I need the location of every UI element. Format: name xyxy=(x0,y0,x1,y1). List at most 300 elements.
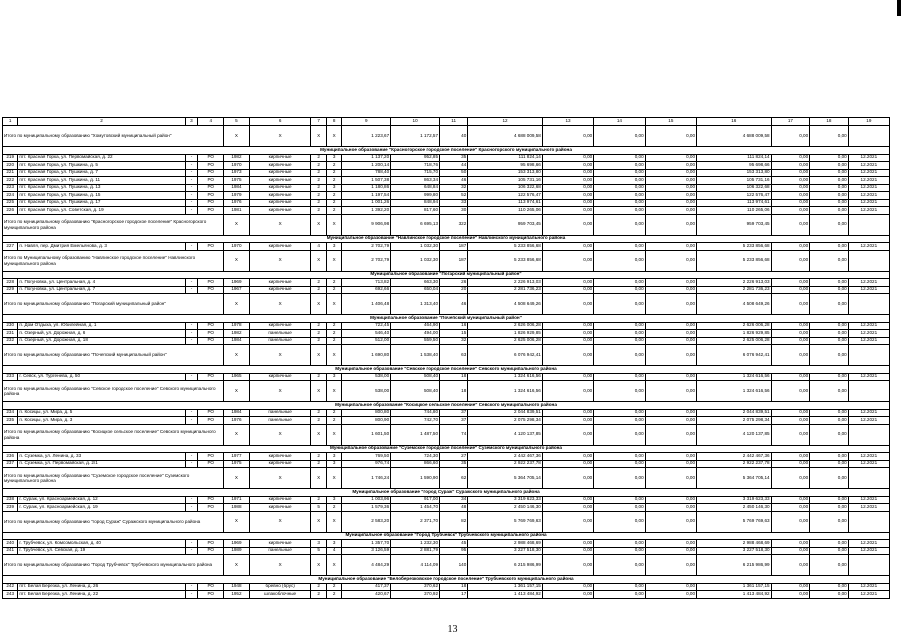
subtotal-cell: 6 215 986,99 xyxy=(468,555,543,576)
table-cell: 0,00 xyxy=(645,409,696,417)
table-cell: 12.2021 xyxy=(848,207,889,215)
subtotal-cell: 9 906,98 xyxy=(342,214,391,235)
table-cell: 0,00 xyxy=(594,199,645,207)
table-cell: 12.2021 xyxy=(848,496,889,504)
column-number: 6 xyxy=(249,118,311,126)
table-cell: 1 032,30 xyxy=(391,243,440,251)
subtotal-label: Итого по муниципальному образованию "Хомутовский муниципальный район" xyxy=(3,126,224,147)
table-cell: 122 576,47 xyxy=(468,192,543,200)
table-cell: - xyxy=(185,177,198,185)
section-header-row xyxy=(3,489,890,497)
subtotal-cell: X xyxy=(224,468,250,489)
table-cell: 105 731,16 xyxy=(468,177,543,185)
table-cell: 234 xyxy=(3,409,18,417)
table-cell: 2 xyxy=(311,322,326,330)
table-cell: 2 xyxy=(311,162,326,170)
table-row xyxy=(3,591,890,599)
column-number: 8 xyxy=(326,118,341,126)
table-row xyxy=(3,192,890,200)
table-cell: 0,00 xyxy=(810,199,849,207)
table-cell: 370,62 xyxy=(391,583,440,591)
subtotal-cell: 140 xyxy=(440,555,468,576)
table-cell: 46 xyxy=(440,177,468,185)
table-cell: РО xyxy=(198,504,224,512)
table-cell: 5 233 856,68 xyxy=(697,243,772,251)
subtotal-cell: 0,00 xyxy=(594,381,645,402)
column-number: 15 xyxy=(645,118,696,126)
table-cell: 12.2021 xyxy=(848,453,889,461)
subtotal-cell: 4 484,29 xyxy=(342,555,391,576)
table-cell: 3 xyxy=(326,373,341,381)
column-number: 12 xyxy=(468,118,543,126)
subtotal-cell: 0,00 xyxy=(542,424,593,445)
table-cell: 3 xyxy=(326,496,341,504)
table-cell: 2 xyxy=(311,177,326,185)
subtotal-cell: 0,00 xyxy=(594,294,645,315)
subtotal-cell: 1 324 616,56 xyxy=(468,381,543,402)
subtotal-label: Итого по Муниципальному образованию "Навлинское городское поселение" Навлинского муниципального района xyxy=(3,250,224,271)
subtotal-cell: 0,00 xyxy=(810,424,849,445)
table-cell: панельные xyxy=(249,547,311,555)
table-cell: 0,00 xyxy=(645,547,696,555)
address-cell: г. Сураж, ул. Красноармейская, д. 12 xyxy=(18,496,185,504)
table-cell: 1988 xyxy=(224,504,250,512)
table-cell: 18 xyxy=(440,583,468,591)
column-number: 17 xyxy=(771,118,810,126)
table-cell: 2 626 006,28 xyxy=(697,322,772,330)
subtotal-cell: X xyxy=(311,294,326,315)
subtotal-cell: 0,00 xyxy=(542,468,593,489)
column-number: 9 xyxy=(342,118,391,126)
subtotal-cell: 6 215 986,99 xyxy=(697,555,772,576)
subtotal-cell: X xyxy=(224,126,250,147)
table-cell: 231 xyxy=(3,330,18,338)
table-cell: - xyxy=(185,409,198,417)
address-cell: пгт. Красная Горка, ул. Пушкина, д. 17 xyxy=(18,199,185,207)
column-number: 7 xyxy=(311,118,326,126)
table-cell: 0,00 xyxy=(594,207,645,215)
table-cell: 0,00 xyxy=(771,199,810,207)
table-cell: 0,00 xyxy=(594,243,645,251)
subtotal-cell: 0,00 xyxy=(771,424,810,445)
table-cell: 2 xyxy=(311,337,326,345)
table-cell: 0,00 xyxy=(542,547,593,555)
subtotal-cell: X xyxy=(224,214,250,235)
table-cell: 0,00 xyxy=(594,154,645,162)
table-cell: 559,50 xyxy=(391,337,440,345)
subtotal-cell: 0,00 xyxy=(542,511,593,532)
subtotal-row xyxy=(3,381,890,402)
table-row xyxy=(3,154,890,162)
table-row xyxy=(3,207,890,215)
table-cell: 0,00 xyxy=(542,199,593,207)
table-cell: кирпичные xyxy=(249,460,311,468)
table-cell: 0,00 xyxy=(771,162,810,170)
table-cell: 33 xyxy=(440,199,468,207)
table-cell: 0,00 xyxy=(542,154,593,162)
subtotal-cell: 0,00 xyxy=(645,214,696,235)
column-number: 4 xyxy=(198,118,224,126)
table-cell: 2 xyxy=(311,417,326,425)
table-cell: 0,00 xyxy=(645,540,696,548)
table-cell: 12.2021 xyxy=(848,169,889,177)
table-cell: 0,00 xyxy=(771,460,810,468)
subtotal-cell: X xyxy=(311,424,326,445)
table-cell: 229 xyxy=(3,286,18,294)
table-cell: 715,70 xyxy=(391,169,440,177)
subtotal-cell: X xyxy=(326,555,341,576)
subtotal-cell: 0,00 xyxy=(810,126,849,147)
subtotal-cell xyxy=(848,214,889,235)
section-header-row xyxy=(3,147,890,155)
table-row xyxy=(3,322,890,330)
table-cell: 219 xyxy=(3,154,18,162)
table-cell: РО xyxy=(198,199,224,207)
subtotal-cell: X xyxy=(224,424,250,445)
table-cell: - xyxy=(185,337,198,345)
table-row xyxy=(3,417,890,425)
subtotal-cell: 4 120 137,85 xyxy=(697,424,772,445)
table-cell: 1 357,70 xyxy=(342,540,391,548)
subtotal-label: Итого по муниципальному образованию "Почепский муниципальный район" xyxy=(3,345,224,366)
column-number: 19 xyxy=(848,118,889,126)
table-cell: 0,00 xyxy=(771,169,810,177)
table-cell: 1984 xyxy=(224,184,250,192)
table-cell: 0,00 xyxy=(810,547,849,555)
address-cell: пгт. Красная Горка, ул. Пушкина, д. 15 xyxy=(18,192,185,200)
table-cell: РО xyxy=(198,409,224,417)
table-cell: 50 xyxy=(440,169,468,177)
subtotal-cell: X xyxy=(249,381,311,402)
table-cell: 0,00 xyxy=(542,583,593,591)
address-cell: п. Дом Отдыха, ул. Юбилейная, д. 1 xyxy=(18,322,185,330)
section-title: Муниципальное образование "Навлинское городское поселение" Навлинского муниципального района xyxy=(3,235,890,243)
table-cell: 0,00 xyxy=(645,207,696,215)
table-cell: 0,00 xyxy=(810,279,849,287)
table-cell: РО xyxy=(198,337,224,345)
subtotal-cell xyxy=(848,345,889,366)
table-cell: 0,00 xyxy=(594,496,645,504)
table-cell: 0,00 xyxy=(771,547,810,555)
table-cell: 0,00 xyxy=(810,591,849,599)
table-cell: 224 xyxy=(3,192,18,200)
table-cell: 0,00 xyxy=(645,453,696,461)
subtotal-cell: 0,00 xyxy=(645,345,696,366)
table-cell: 2 xyxy=(311,184,326,192)
subtotal-cell: 538,00 xyxy=(342,381,391,402)
subtotal-cell: 1 487,50 xyxy=(391,424,440,445)
address-cell: п. Косицы, ул. Мира, д. 5 xyxy=(18,409,185,417)
table-cell: 106 322,68 xyxy=(697,184,772,192)
table-cell: 35 xyxy=(440,460,468,468)
table-cell: 0,00 xyxy=(810,504,849,512)
column-number: 16 xyxy=(697,118,772,126)
subtotal-cell: X xyxy=(249,511,311,532)
subtotal-cell: 0,00 xyxy=(645,468,696,489)
subtotal-label: Итого по муниципальному образованию "Красногорское городское поселение" Красногорского муниципального района xyxy=(3,214,224,235)
table-cell: 2 450 146,30 xyxy=(697,504,772,512)
table-cell: РО xyxy=(198,184,224,192)
table-cell: 0,00 xyxy=(645,591,696,599)
table-cell: панельные xyxy=(249,337,311,345)
table-cell: 12.2021 xyxy=(848,286,889,294)
table-cell: 1979 xyxy=(224,192,250,200)
table-row xyxy=(3,504,890,512)
table-cell: 2 xyxy=(326,330,341,338)
table-cell: 2 xyxy=(311,453,326,461)
section-title: Муниципальное образование "Погарский муниципальный район" xyxy=(3,271,890,279)
table-row xyxy=(3,453,890,461)
table-cell: 863,34 xyxy=(391,177,440,185)
subtotal-cell: 5 364 705,14 xyxy=(697,468,772,489)
subtotal-cell: 1 406,48 xyxy=(342,294,391,315)
table-cell: кирпичные xyxy=(249,504,311,512)
subtotal-cell xyxy=(848,511,889,532)
table-cell: 0,00 xyxy=(771,286,810,294)
subtotal-cell: 1 223,67 xyxy=(342,126,391,147)
table-cell: 0,00 xyxy=(810,286,849,294)
table-cell: 2 988 468,69 xyxy=(697,540,772,548)
table-cell: 2 281 736,23 xyxy=(697,286,772,294)
table-cell: 2 xyxy=(326,207,341,215)
table-cell: 0,00 xyxy=(542,453,593,461)
table-cell: - xyxy=(185,330,198,338)
table-cell: 788,40 xyxy=(342,169,391,177)
table-cell: 1984 xyxy=(224,409,250,417)
subtotal-cell: X xyxy=(224,555,250,576)
table-row xyxy=(3,330,890,338)
table-cell: 1 003,96 xyxy=(342,496,391,504)
table-row xyxy=(3,583,890,591)
table-row xyxy=(3,286,890,294)
table-cell: 2 xyxy=(326,504,341,512)
table-cell: 1969 xyxy=(224,540,250,548)
subtotal-cell: X xyxy=(311,345,326,366)
table-cell: 3 xyxy=(326,540,341,548)
table-cell: 223 xyxy=(3,184,18,192)
table-cell: 0,00 xyxy=(645,373,696,381)
subtotal-cell: 0,00 xyxy=(771,345,810,366)
subtotal-cell: 959 703,45 xyxy=(468,214,543,235)
table-cell: - xyxy=(185,286,198,294)
table-cell: 538,00 xyxy=(342,373,391,381)
subtotal-cell: 5 233 856,68 xyxy=(468,250,543,271)
table-cell: 0,00 xyxy=(810,409,849,417)
table-cell: 12.2021 xyxy=(848,243,889,251)
subtotal-cell: X xyxy=(249,468,311,489)
table-cell: 3 xyxy=(326,243,341,251)
table-cell: 3 xyxy=(326,460,341,468)
table-cell: 20 xyxy=(440,286,468,294)
table-cell: 0,00 xyxy=(771,496,810,504)
table-cell: - xyxy=(185,162,198,170)
table-cell: 2 922 237,78 xyxy=(697,460,772,468)
table-cell: 0,00 xyxy=(771,540,810,548)
subtotal-cell: X xyxy=(249,294,311,315)
table-cell: 724,30 xyxy=(391,453,440,461)
table-cell: 12.2021 xyxy=(848,373,889,381)
subtotal-cell: X xyxy=(326,214,341,235)
table-cell: 2 xyxy=(326,322,341,330)
table-cell: 0,00 xyxy=(771,504,810,512)
table-cell: - xyxy=(185,154,198,162)
table-cell: 0,00 xyxy=(542,286,593,294)
table-cell: 2 xyxy=(326,279,341,287)
section-header-row xyxy=(3,532,890,540)
table-cell: 1 392,20 xyxy=(342,207,391,215)
table-cell: 30 xyxy=(440,207,468,215)
table-cell: 2 044 839,51 xyxy=(468,409,543,417)
table-cell: 0,00 xyxy=(542,540,593,548)
subtotal-cell: X xyxy=(249,345,311,366)
table-cell: 153 313,80 xyxy=(468,169,543,177)
table-cell: 222 xyxy=(3,177,18,185)
subtotal-cell: 0,00 xyxy=(810,214,849,235)
table-cell: 0,00 xyxy=(645,496,696,504)
table-cell: 242 xyxy=(3,583,18,591)
subtotal-cell: 0,00 xyxy=(594,345,645,366)
table-cell: 1 413 484,92 xyxy=(697,591,772,599)
subtotal-cell: X xyxy=(224,511,250,532)
table-cell: 12.2021 xyxy=(848,322,889,330)
table-cell: 0,00 xyxy=(645,154,696,162)
table-cell: 2 281 736,23 xyxy=(468,286,543,294)
table-cell: 1 200,14 xyxy=(342,162,391,170)
table-cell: кирпичные xyxy=(249,177,311,185)
subtotal-cell: X xyxy=(326,468,341,489)
subtotal-cell: X xyxy=(224,345,250,366)
subtotal-cell: 959 703,45 xyxy=(697,214,772,235)
subtotal-cell: 1 590,90 xyxy=(391,468,440,489)
table-cell: 866,60 xyxy=(391,460,440,468)
subtotal-cell: 4 508 649,26 xyxy=(468,294,543,315)
table-cell: 1 197,54 xyxy=(342,192,391,200)
address-cell: пгт. Красная Горка, ул. Пушкина, д. 13 xyxy=(18,184,185,192)
table-cell: панельные xyxy=(249,417,311,425)
table-cell: 0,00 xyxy=(594,453,645,461)
table-cell: 2 442 467,36 xyxy=(468,453,543,461)
table-cell: 1971 xyxy=(224,496,250,504)
table-cell: РО xyxy=(198,192,224,200)
subtotal-cell: X xyxy=(224,250,250,271)
subtotal-cell: 4 508 649,26 xyxy=(697,294,772,315)
table-row xyxy=(3,540,890,548)
column-number: 13 xyxy=(542,118,593,126)
subtotal-cell: 0,00 xyxy=(594,250,645,271)
table-cell: 17 xyxy=(440,591,468,599)
address-cell: п. Озерный, ул. Дорожная, д. 6 xyxy=(18,330,185,338)
page-number: 13 xyxy=(447,624,458,635)
subtotal-cell: 0,00 xyxy=(810,381,849,402)
subtotal-cell: 4 688 009,58 xyxy=(468,126,543,147)
table-cell: 230 xyxy=(3,322,18,330)
subtotal-cell: 1 324 616,56 xyxy=(697,381,772,402)
address-cell: г. Сураж, ул. Красноармейская, д. 19 xyxy=(18,504,185,512)
table-cell: 0,00 xyxy=(594,337,645,345)
section-header-row xyxy=(3,271,890,279)
table-cell: 12.2021 xyxy=(848,504,889,512)
subtotal-cell xyxy=(848,126,889,147)
table-cell: 12.2021 xyxy=(848,279,889,287)
subtotal-row xyxy=(3,294,890,315)
subtotal-cell: 6 076 942,41 xyxy=(697,345,772,366)
table-cell: 34 xyxy=(440,496,468,504)
subtotal-cell: 74 xyxy=(440,424,468,445)
subtotal-cell: 0,00 xyxy=(810,511,849,532)
table-cell: 2 226 913,03 xyxy=(468,279,543,287)
column-number: 1 xyxy=(3,118,18,126)
subtotal-cell: X xyxy=(326,511,341,532)
table-cell: 2 625 006,28 xyxy=(468,337,543,345)
table-cell: 105 731,16 xyxy=(697,177,772,185)
table-cell: 648,84 xyxy=(391,184,440,192)
table-cell: 220 xyxy=(3,162,18,170)
subtotal-cell: 0,00 xyxy=(771,214,810,235)
table-cell: 0,00 xyxy=(542,591,593,599)
subtotal-label: Итого по муниципальному образованию "Севское городское поселение" Севского муниципального района xyxy=(3,381,224,402)
table-cell: кирпичные xyxy=(249,373,311,381)
table-cell: 2 xyxy=(311,207,326,215)
table-cell: 4 xyxy=(311,243,326,251)
table-cell: 0,00 xyxy=(594,373,645,381)
table-cell: 848,94 xyxy=(391,199,440,207)
table-cell: 999,80 xyxy=(391,192,440,200)
address-cell: пгт. Белая Березка, ул. Ленина, д. 22 xyxy=(18,591,185,599)
table-cell: кирпичные xyxy=(249,192,311,200)
table-cell: 1 324 616,56 xyxy=(697,373,772,381)
table-cell: РО xyxy=(198,243,224,251)
table-cell: 2 xyxy=(326,409,341,417)
table-cell: 3 319 623,33 xyxy=(697,496,772,504)
table-row xyxy=(3,496,890,504)
table-cell: - xyxy=(185,322,198,330)
table-cell: 417,37 xyxy=(342,583,391,591)
subtotal-cell: 2 702,79 xyxy=(342,250,391,271)
address-cell: п. Погуновка, ул. Центральная, д. 4 xyxy=(18,279,185,287)
table-cell: - xyxy=(185,192,198,200)
table-row xyxy=(3,184,890,192)
table-cell: 2 xyxy=(326,162,341,170)
table-cell: 370,92 xyxy=(391,591,440,599)
table-cell: - xyxy=(185,373,198,381)
subtotal-cell: 1 601,50 xyxy=(342,424,391,445)
table-cell: 110 265,06 xyxy=(697,207,772,215)
table-cell: РО xyxy=(198,207,224,215)
table-cell: РО xyxy=(198,540,224,548)
table-cell: 0,00 xyxy=(542,337,593,345)
table-cell: кирпичные xyxy=(249,199,311,207)
table-cell: 0,00 xyxy=(594,184,645,192)
section-title: Муниципальное образование "Суземское городское поселение" Суземского муниципального района xyxy=(3,445,890,453)
table-cell: РО xyxy=(198,169,224,177)
table-cell: кирпичные xyxy=(249,169,311,177)
table-cell: РО xyxy=(198,460,224,468)
subtotal-cell: 40 xyxy=(440,126,468,147)
table-cell: 0,00 xyxy=(810,192,849,200)
table-cell: 0,00 xyxy=(810,154,849,162)
registry-body xyxy=(3,118,890,599)
table-cell: 1 579,36 xyxy=(342,504,391,512)
table-cell: - xyxy=(185,540,198,548)
table-cell: 2 xyxy=(326,192,341,200)
subtotal-cell: X xyxy=(326,250,341,271)
subtotal-cell: X xyxy=(311,468,326,489)
subtotal-cell xyxy=(848,381,889,402)
table-cell: 0,00 xyxy=(594,583,645,591)
table-cell: 1 454,70 xyxy=(391,504,440,512)
table-cell: 1969 xyxy=(224,279,250,287)
table-cell: РО xyxy=(198,154,224,162)
